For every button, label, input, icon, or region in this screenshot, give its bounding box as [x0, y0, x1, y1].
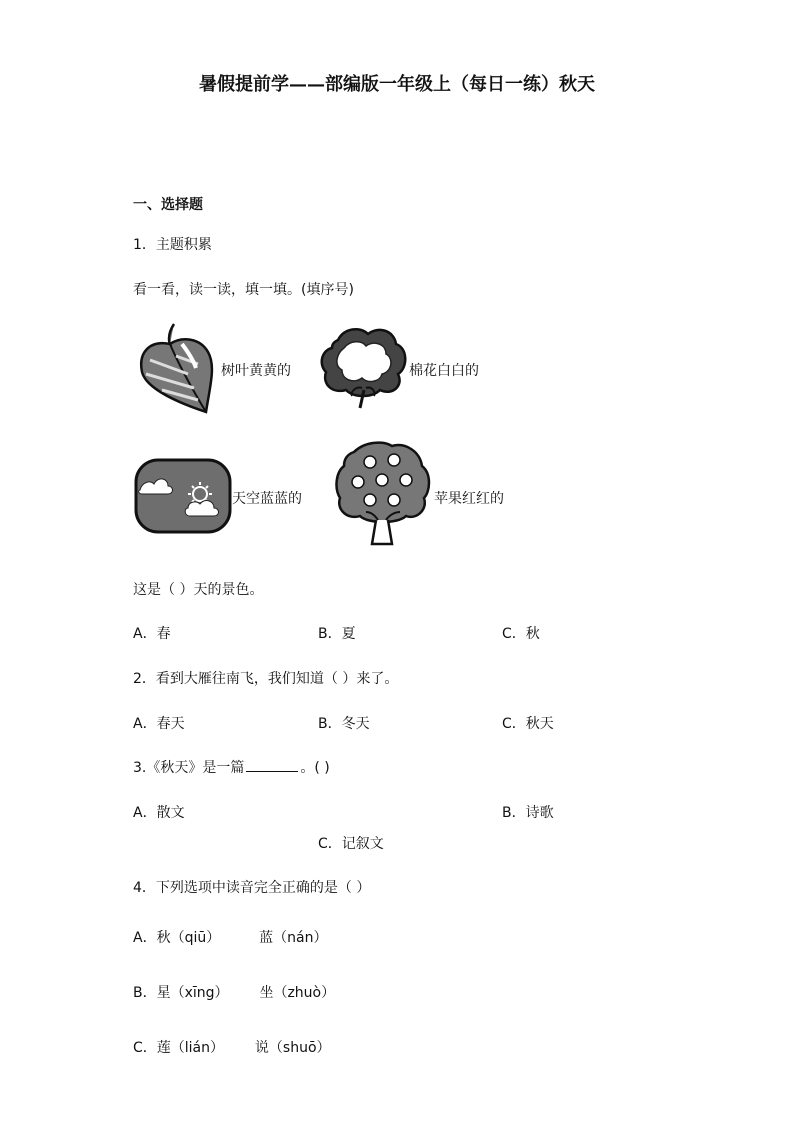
q4-question: 4．下列选项中读音完全正确的是（ ） — [133, 880, 371, 896]
q1-option-c[interactable]: C．秋 — [502, 626, 540, 642]
q4-option-c-second: 说（shuō） — [254, 1040, 331, 1056]
q1-instruction: 看一看，读一读，填一填。(填序号) — [133, 282, 354, 298]
q3-option-b[interactable]: B．诗歌 — [502, 805, 554, 821]
page-title: 暑假提前学——部编版一年级上（每日一练）秋天 — [199, 74, 595, 95]
section-heading: 一、选择题 — [133, 197, 203, 213]
q2-option-a[interactable]: A．春天 — [133, 716, 185, 732]
q4-option-a-first: A．秋（qiū） — [133, 930, 221, 946]
q3-option-c[interactable]: C．记叙文 — [318, 836, 384, 852]
q4-option-b-second: 坐（zhuò） — [259, 985, 336, 1001]
q2-option-c[interactable]: C．秋天 — [502, 716, 554, 732]
q2-option-b[interactable]: B．冬天 — [318, 716, 370, 732]
q4-option-c-first: C．莲（lián） — [133, 1040, 225, 1056]
picture-label-cotton: 棉花白白的 — [409, 363, 479, 379]
q4-option-a[interactable] — [133, 927, 327, 947]
sky-icon — [134, 458, 232, 534]
q4-option-a-second: 蓝（nán） — [259, 930, 328, 946]
q2-question: 2．看到大雁往南飞，我们知道（ ）来了。 — [133, 671, 399, 687]
cotton-icon — [318, 324, 408, 410]
q1-option-b[interactable]: B．夏 — [318, 626, 356, 642]
picture-label-sky: 天空蓝蓝的 — [232, 491, 302, 507]
picture-label-apple: 苹果红红的 — [434, 491, 504, 507]
q1-option-a[interactable]: A．春 — [133, 626, 171, 642]
q4-option-b[interactable] — [133, 982, 335, 1002]
leaf-icon — [136, 322, 216, 414]
q3-question — [133, 757, 330, 777]
q1-question: 这是（ ）天的景色。 — [133, 582, 264, 598]
q3-question-end: 。( ) — [300, 760, 330, 776]
q4-option-b-first: B．星（xīng） — [133, 985, 229, 1001]
q3-option-a[interactable]: A．散文 — [133, 805, 185, 821]
q1-heading: 1．主题积累 — [133, 237, 212, 253]
apple-tree-icon — [334, 440, 432, 546]
picture-label-leaf: 树叶黄黄的 — [221, 363, 291, 379]
q3-question-start: 3.《秋天》是一篇 — [133, 760, 245, 776]
q4-option-c[interactable] — [133, 1037, 331, 1057]
answer-blank[interactable] — [246, 759, 298, 772]
